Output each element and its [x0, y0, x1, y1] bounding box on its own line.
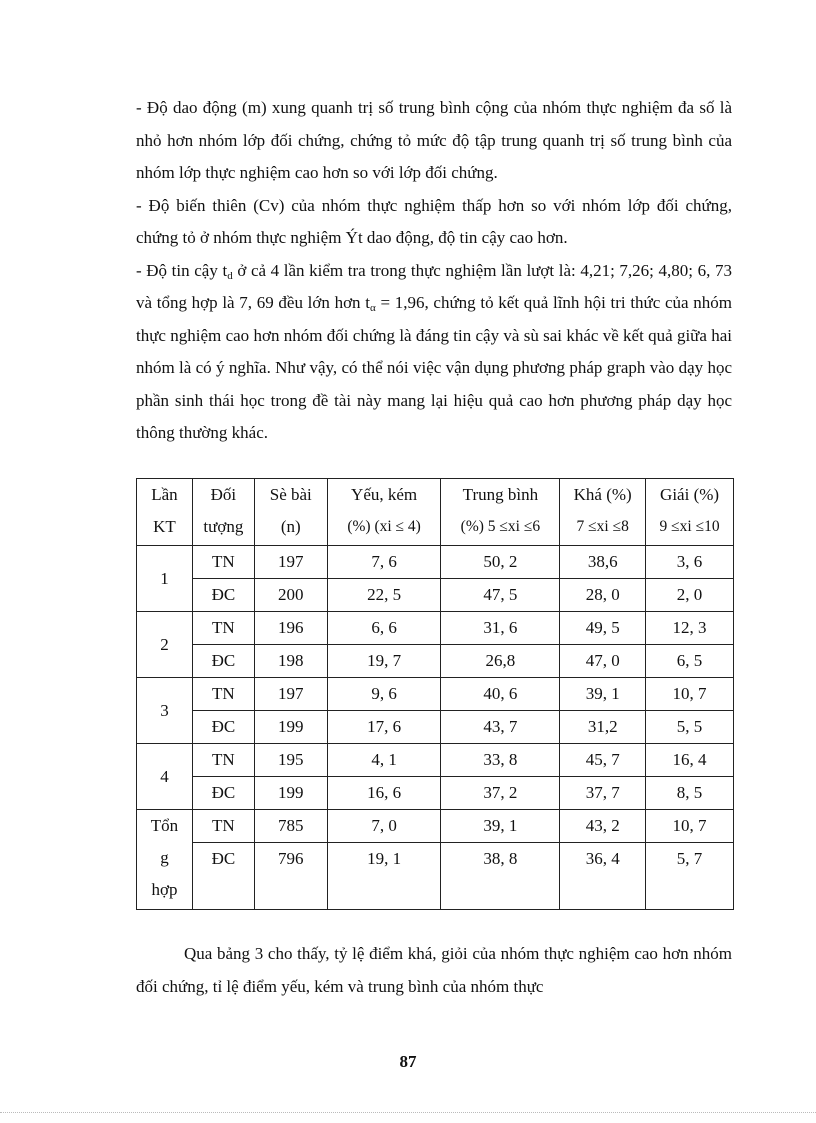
header-cell-line: (n) — [280, 517, 301, 536]
table-cell: 10, 7 — [646, 678, 734, 711]
header-cell-line: Sè bài — [269, 485, 312, 504]
header-cell — [560, 479, 646, 546]
table-cell: 200 — [254, 579, 327, 612]
table-row — [137, 843, 734, 910]
header-cell — [137, 479, 193, 546]
table-cell: 6, 5 — [646, 645, 734, 678]
table-cell: TN — [192, 546, 254, 579]
table-row — [137, 612, 734, 645]
table-header-row — [137, 479, 734, 546]
table-cell: TN — [192, 810, 254, 843]
table-cell: 199 — [254, 711, 327, 744]
header-cell-line: (%) 5 ≤xi ≤6 — [460, 518, 541, 535]
test-number-cell: 1 — [137, 546, 193, 612]
table-cell: 195 — [254, 744, 327, 777]
test-number-cell: 3 — [137, 678, 193, 744]
header-cell-line: Trung bình — [462, 485, 539, 504]
table-cell: 17, 6 — [327, 711, 441, 744]
header-cell — [327, 479, 441, 546]
table-row — [137, 744, 734, 777]
total-label-line: hợp — [151, 880, 178, 899]
table-cell: 26,8 — [441, 645, 560, 678]
table-cell: ĐC — [192, 645, 254, 678]
table-cell: 9, 6 — [327, 678, 441, 711]
subscript-d: d — [227, 269, 233, 282]
reliability-text-3: = 1,96, chứng tỏ kết quả lĩnh hội tri thức của nhóm thực nghiệm cao hơn nhóm đối chứng là đáng tin cậy và sù sai khác về kết quả giữa hai nhóm là có ý nghĩa. Như vậy, có thể nói việc vận dụng phương pháp graph vào dạy học phần sinh thái học trong đề tài này mang lại hiệu quả cao hơn phương pháp dạy học thông thường khác. — [136, 293, 733, 442]
table-cell: 40, 6 — [441, 678, 560, 711]
table-cell: 5, 5 — [646, 711, 734, 744]
table-cell: 19, 7 — [327, 645, 441, 678]
table-cell: 22, 5 — [327, 579, 441, 612]
header-cell-line: tượng — [203, 517, 244, 536]
table-row — [137, 711, 734, 744]
header-cell-line: KT — [153, 517, 176, 536]
table-cell: 43, 7 — [441, 711, 560, 744]
table-cell: ĐC — [192, 843, 254, 910]
table-cell: 43, 2 — [560, 810, 646, 843]
table-cell: 3, 6 — [646, 546, 734, 579]
table-cell: 197 — [254, 678, 327, 711]
paragraph-conclusion: Qua bảng 3 cho thấy, tỷ lệ điểm khá, giỏi của nhóm thực nghiệm cao hơn nhóm đối chứng, tỉ lệ điểm yếu, kém và trung bình của nhóm thực — [136, 944, 732, 996]
table-cell: 31, 6 — [441, 612, 560, 645]
table-cell: 47, 5 — [441, 579, 560, 612]
table-cell: 16, 4 — [646, 744, 734, 777]
table-cell: 19, 1 — [327, 843, 441, 910]
header-cell — [254, 479, 327, 546]
body-text — [136, 92, 732, 450]
header-cell-line: (%) (xi ≤ 4) — [347, 518, 421, 535]
page-number: 87 — [399, 1052, 417, 1071]
table-row — [137, 546, 734, 579]
table-cell: 5, 7 — [646, 843, 734, 910]
table-cell: TN — [192, 612, 254, 645]
table-cell: TN — [192, 744, 254, 777]
table-cell: 199 — [254, 777, 327, 810]
header-cell-line: 7 ≤xi ≤8 — [576, 518, 629, 535]
paragraph-variation: - Độ biến thiên (Cv) của nhóm thực nghiệm thấp hơn so với nhóm lớp đối chứng, chứng tỏ ở nhóm thực nghiệm Ýt dao động, độ tin cậy cao hơn. — [136, 195, 732, 247]
table-cell: 16, 6 — [327, 777, 441, 810]
table-cell: 10, 7 — [646, 810, 734, 843]
table-cell: 39, 1 — [441, 810, 560, 843]
header-cell-line: Đối — [210, 485, 237, 504]
paragraph-deviation: - Độ dao động (m) xung quanh trị số trung bình cộng của nhóm thực nghiệm đa số là nhỏ hơn nhóm lớp đối chứng, chứng tỏ mức độ tập trung quanh trị số trung bình của nhóm lớp thực nghiệm cao hơn so với lớp đối chứng. — [136, 98, 732, 182]
reliability-text-2: ở cả 4 lần kiểm tra trong thực nghiệm lần lượt là: 4,21; 7,26; 4,80; 6, 73 và tổng hợp là 7, 69 đều lớn hơn t — [136, 260, 732, 312]
header-cell — [441, 479, 560, 546]
header-cell-line: Lần — [151, 485, 178, 504]
table-cell: 196 — [254, 612, 327, 645]
table-row — [137, 777, 734, 810]
table-cell: 8, 5 — [646, 777, 734, 810]
table-cell: 28, 0 — [560, 579, 646, 612]
total-label-cell — [137, 810, 193, 910]
table-cell: 37, 2 — [441, 777, 560, 810]
conclusion-text — [136, 937, 732, 1003]
table-cell: 37, 7 — [560, 777, 646, 810]
table-cell: 38,6 — [560, 546, 646, 579]
table-cell: 33, 8 — [441, 744, 560, 777]
header-cell-line: Khá (%) — [573, 485, 632, 504]
table-row — [137, 579, 734, 612]
header-cell-line: Yếu, kém — [351, 485, 418, 504]
table-cell: 36, 4 — [560, 843, 646, 910]
table-cell: ĐC — [192, 711, 254, 744]
table-cell: 6, 6 — [327, 612, 441, 645]
table-cell: TN — [192, 678, 254, 711]
header-cell-line: Giái (%) — [660, 485, 720, 504]
test-number-cell: 2 — [137, 612, 193, 678]
paragraph-reliability — [136, 255, 732, 450]
table-row — [137, 810, 734, 843]
table-cell: 49, 5 — [560, 612, 646, 645]
table-cell: 39, 1 — [560, 678, 646, 711]
table-cell: 12, 3 — [646, 612, 734, 645]
results-table — [136, 478, 734, 910]
test-number-cell: 4 — [137, 744, 193, 810]
subscript-alpha: α — [369, 302, 376, 314]
table-cell: 45, 7 — [560, 744, 646, 777]
table-cell: 31,2 — [560, 711, 646, 744]
table-cell: 50, 2 — [441, 546, 560, 579]
table-cell: 198 — [254, 645, 327, 678]
table-cell: 785 — [254, 810, 327, 843]
table-cell: 2, 0 — [646, 579, 734, 612]
table-cell: ĐC — [192, 579, 254, 612]
table-row — [137, 678, 734, 711]
table-cell: 4, 1 — [327, 744, 441, 777]
table-cell: 197 — [254, 546, 327, 579]
header-cell — [192, 479, 254, 546]
table-cell: 7, 6 — [327, 546, 441, 579]
table-cell: ĐC — [192, 777, 254, 810]
table-cell: 796 — [254, 843, 327, 910]
table-row — [137, 645, 734, 678]
table-cell: 7, 0 — [327, 810, 441, 843]
header-cell-line: 9 ≤xi ≤10 — [659, 518, 720, 535]
header-cell — [646, 479, 734, 546]
total-label-line: g — [160, 848, 169, 867]
page-bottom-border — [0, 1112, 816, 1113]
table-cell: 38, 8 — [441, 843, 560, 910]
total-label-line: Tổn — [150, 816, 179, 835]
table-cell: 47, 0 — [560, 645, 646, 678]
reliability-text-1: - Độ tin cậy t — [136, 260, 228, 280]
